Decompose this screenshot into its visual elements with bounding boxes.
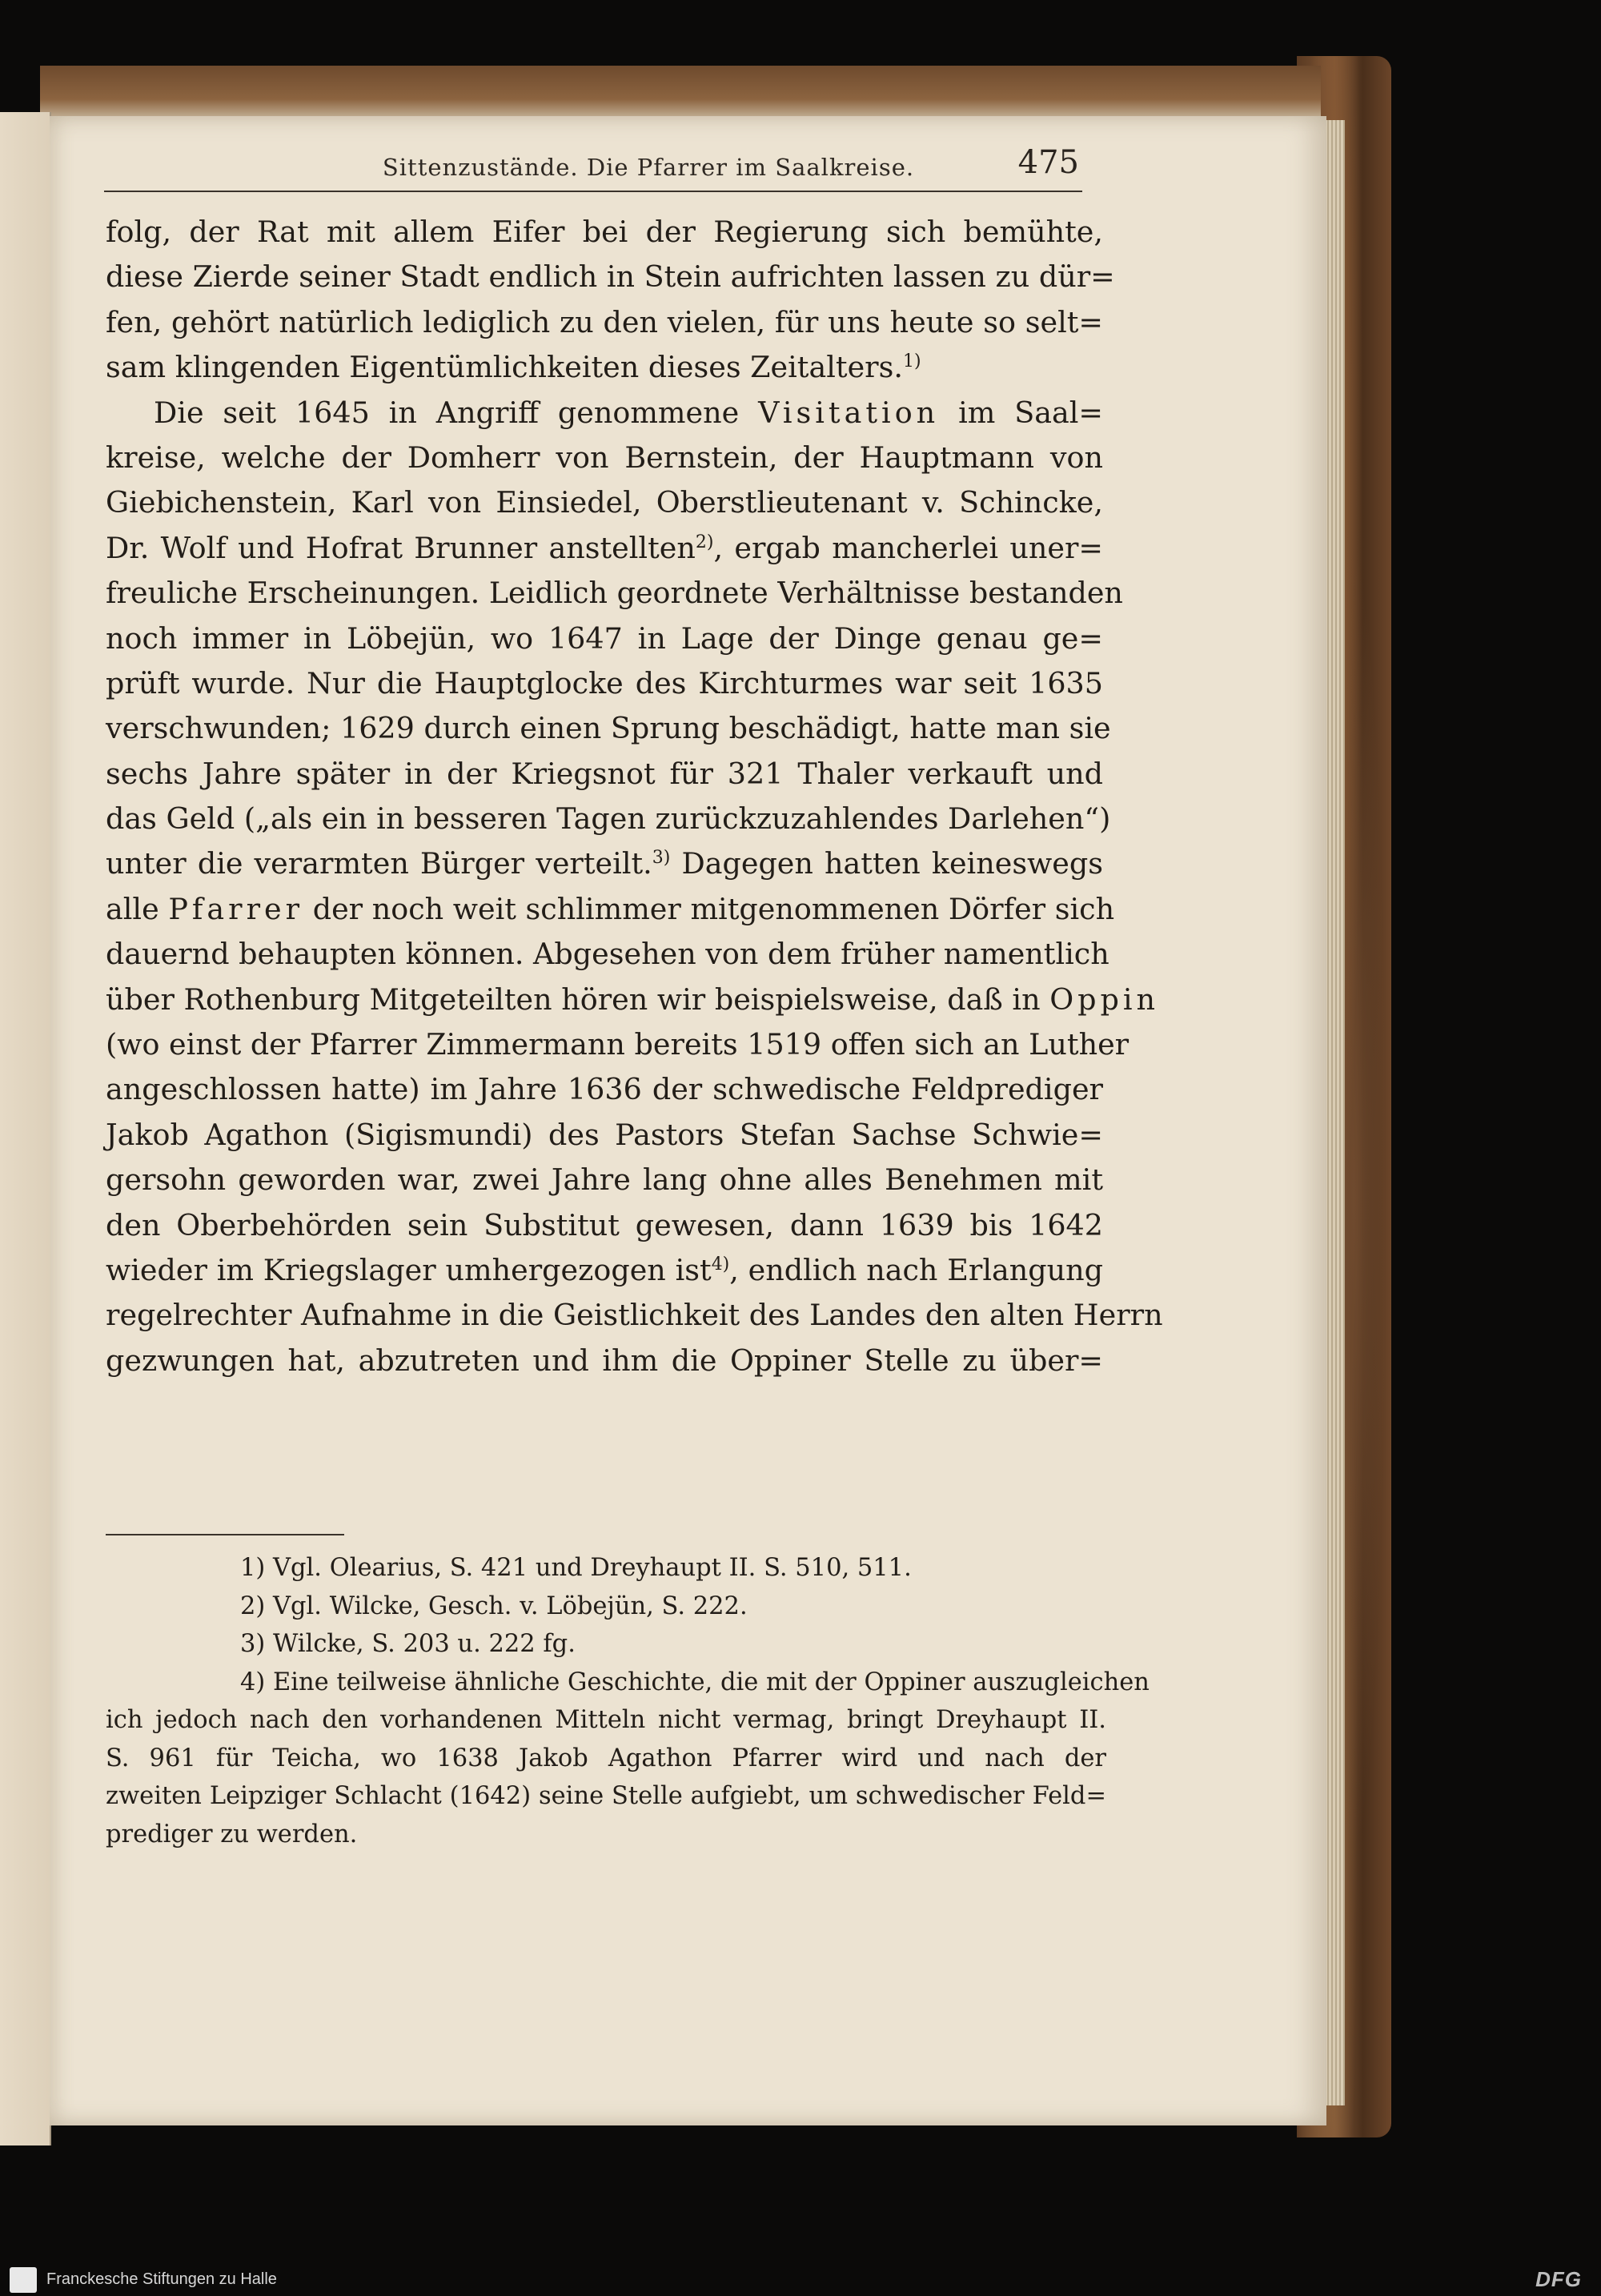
text-line: den Oberbehörden sein Substitut gewesen, dann 1639 bis 1642 <box>106 1207 1103 1242</box>
footnote-ref: 1) <box>902 351 921 372</box>
emphasis-pfarrer: Pfarrer <box>168 891 304 926</box>
text-segment: Dr. Wolf und Hofrat Brunner anstellten <box>106 530 696 565</box>
text-segment: sam klingenden Eigentümlichkeiten dieses Zeitalters. <box>106 350 903 385</box>
text-segment: über Rothenburg Mitgeteilten hören wir beispielsweise, daß in <box>106 981 1041 1017</box>
text-segment: Dagegen hatten keineswegs <box>670 846 1103 881</box>
page-number: 475 <box>1017 144 1079 181</box>
text-line: das Geld („als ein in besseren Tagen zurückzuzahlendes Darlehen“) <box>106 801 1111 837</box>
text-segment: wieder im Kriegslager umhergezogen ist <box>106 1252 712 1287</box>
footnote-ref: 2) <box>695 532 714 552</box>
footnote-2: 2) Vgl. Wilcke, Gesch. v. Löbejün, S. 222. <box>240 1592 748 1620</box>
text-line: Jakob Agathon (Sigismundi) des Pastors Stefan Sachse Schwie= <box>106 1117 1103 1152</box>
text-line: prüft wurde. Nur die Hauptglocke des Kirchturmes war seit 1635 <box>106 665 1103 700</box>
text-segment: , endlich nach Erlangung <box>729 1252 1104 1287</box>
text-line <box>106 1248 1103 1293</box>
footnotes <box>106 1549 1150 1853</box>
page-header <box>104 142 1082 192</box>
footnote-ref: 4) <box>711 1254 730 1274</box>
footnote-4-line: ich jedoch nach den vorhandenen Mitteln nicht vermag, bringt Dreyhaupt II. <box>106 1706 1106 1734</box>
text-segment: im Saal= <box>939 395 1103 430</box>
text-segment: alle <box>106 891 159 926</box>
text-line: Giebichenstein, Karl von Einsiedel, Oberstlieutenant v. Schincke, <box>106 485 1103 520</box>
text-line: verschwunden; 1629 durch einen Sprung beschädigt, hatte man sie <box>106 711 1111 746</box>
main-text <box>106 210 1163 1383</box>
footnote-4-line: zweiten Leipziger Schlacht (1642) seine Stelle aufgiebt, um schwedischer Feld= <box>106 1782 1106 1810</box>
text-line: angeschlossen hatte) im Jahre 1636 der schwedische Feldprediger <box>106 1072 1103 1107</box>
text-segment: Die seit 1645 in Angriff genommene <box>154 395 740 430</box>
text-line <box>106 345 1103 390</box>
text-line <box>106 887 1115 932</box>
footnote-1: 1) Vgl. Olearius, S. 421 und Dreyhaupt II. S. 510, 511. <box>240 1554 912 1582</box>
footnote-4: 4) Eine teilweise ähnliche Geschichte, die mit der Oppiner auszugleichen <box>240 1668 1150 1696</box>
footnote-rule <box>106 1534 344 1535</box>
text-segment: der noch weit schlimmer mitgenommenen Dörfer sich <box>303 891 1115 926</box>
book-top-edge <box>40 66 1321 122</box>
text-line: (wo einst der Pfarrer Zimmermann bereits 1519 offen sich an Luther <box>106 1027 1130 1062</box>
footnote-ref: 3) <box>652 848 671 869</box>
text-line: regelrechter Aufnahme in die Geistlichkeit des Landes den alten Herrn <box>106 1298 1163 1333</box>
emphasis-oppin: Oppin <box>1049 981 1160 1017</box>
text-line: kreise, welche der Domherr von Bernstein, der Hauptmann von <box>106 440 1103 475</box>
text-line: diese Zierde seiner Stadt endlich in Stein aufrichten lassen zu dür= <box>106 259 1115 295</box>
left-page-edge <box>0 112 51 2145</box>
text-line: sechs Jahre später in der Kriegsnot für 321 Thaler verkauft und <box>106 756 1103 791</box>
text-line: folg, der Rat mit allem Eifer bei der Regierung sich bemühte, <box>106 215 1103 249</box>
text-line: gersohn geworden war, zwei Jahre lang ohne alles Benehmen mit <box>106 1162 1103 1198</box>
text-segment: unter die verarmten Bürger verteilt. <box>106 846 652 881</box>
text-line: freuliche Erscheinungen. Leidlich geordnete Verhältnisse bestanden <box>106 576 1123 611</box>
text-segment: , ergab mancherlei uner= <box>713 530 1103 565</box>
emphasis-visitation: Visitation <box>758 395 940 430</box>
text-line: gezwungen hat, abzutreten und ihm die Oppiner Stelle zu über= <box>106 1343 1103 1378</box>
text-line: fen, gehört natürlich lediglich zu den vielen, für uns heute so selt= <box>106 304 1103 339</box>
text-line: noch immer in Löbejün, wo 1647 in Lage der Dinge genau ge= <box>106 620 1103 656</box>
dfg-logo: DFG <box>1535 2267 1582 2291</box>
text-line <box>106 526 1103 571</box>
institution-name: Franckesche Stiftungen zu Halle <box>46 2270 277 2288</box>
text-line <box>106 841 1103 886</box>
footnote-3: 3) Wilcke, S. 203 u. 222 fg. <box>240 1630 576 1658</box>
text-line <box>106 977 1160 1022</box>
institution-logo-icon <box>10 2267 37 2293</box>
footnote-4-line: prediger zu werden. <box>106 1820 358 1848</box>
footnote-4-line: S. 961 für Teicha, wo 1638 Jakob Agathon Pfarrer wird und nach der <box>106 1744 1106 1772</box>
text-line: dauernd behaupten können. Abgesehen von dem früher namentlich <box>106 937 1109 972</box>
running-head: Sittenzustände. Die Pfarrer im Saalkreise. <box>382 154 915 181</box>
text-line <box>106 391 1103 436</box>
